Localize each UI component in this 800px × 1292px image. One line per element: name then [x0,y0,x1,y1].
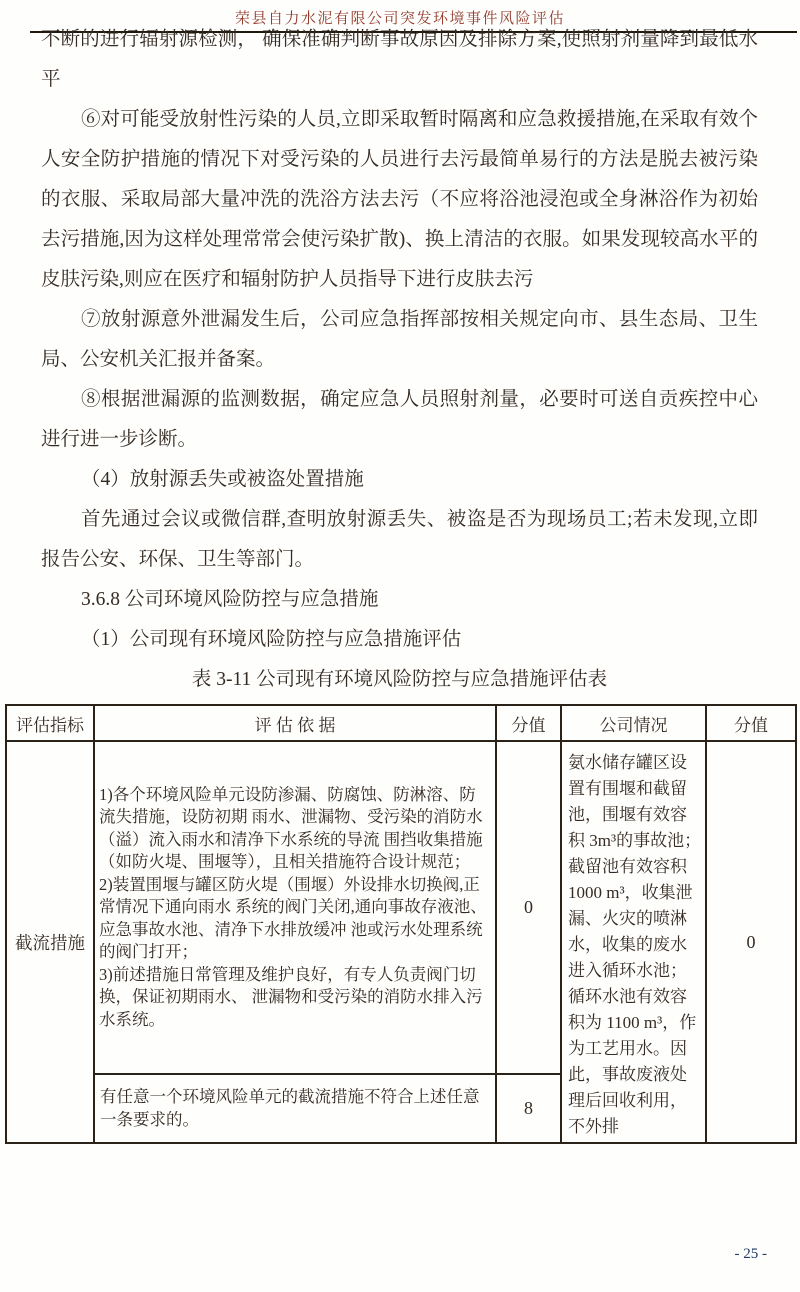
paragraph-item-6: ⑥对可能受放射性污染的人员,立即采取暂时隔离和应急救援措施,在采取有效个人安全防护措施的情况下对受污染的人员进行去污最简单易行的方法是脱去被污染的衣服、采取局部大量冲洗的洗浴方法去污（不应将浴池浸泡或全身淋浴作为初始去污措施,因为这样处理常常会使污染扩散)、换上清洁的衣服。如果发现较高水平的皮肤污染,则应在医疗和辐射防护人员指导下进行皮肤去污 [41,109,758,290]
criteria-cell [94,741,496,1074]
table-header-row [6,705,796,741]
criteria-item-1: 1)各个环境风险单元设防渗漏、防腐蚀、防淋溶、防流失措施，设防初期 雨水、泄漏物、受污染的消防水（溢）流入雨水和清净下水系统的导流 围挡收集措施（如防火堤、围堰等），且相关措施符合设计规范； [99,784,483,872]
fail-criteria-cell: 有任意一个环境风险单元的截流措施不符合上述任意一条要求的。 [94,1074,496,1143]
paragraph-item-7: ⑦放射源意外泄漏发生后，公司应急指挥部按相关规定向市、县生态局、卫生局、公安机关汇报并备案。 [41,309,758,370]
criteria-score-cell: 0 [496,741,561,1074]
indicator-cell: 截流措施 [6,741,94,1143]
table-row-main [6,741,796,1074]
subheading-measure-4: （4）放射源丢失或被盗处置措施 [80,469,364,490]
fail-score-cell: 8 [496,1074,561,1143]
page-header-title: 荣县自力水泥有限公司突发环境事件风险评估 [234,11,565,27]
criteria-item-3: 3)前述措施日常管理及维护良好，有专人负责阀门切换，保证初期雨水、 泄漏物和受污染的消防水排入污水系统。 [99,964,483,1029]
header-cell-indicator: 评估指标 [6,705,94,741]
paragraph-continuation: 不断的进行辐射源检测， 确保准确判断事故原因及排除方案,使照射剂量降到最低水平 [41,29,758,90]
header-cell-score: 分值 [496,705,561,741]
subsection-heading-1: （1）公司现有环境风险防控与应急措施评估 [80,629,462,650]
header-cell-company: 公司情况 [561,705,706,741]
paragraph-lost-source: 首先通过会议或微信群,查明放射源丢失、被盗是否为现场员工;若未发现,立即报告公安、环保、卫生等部门。 [41,509,758,570]
header-cell-score-2: 分值 [706,705,796,741]
page-number: - 25 - [734,1246,767,1262]
header-cell-criteria: 评 估 依 据 [94,705,496,741]
company-score-cell: 0 [706,741,796,1143]
body-content [41,20,758,700]
section-heading-3-6-8: 3.6.8 公司环境风险防控与应急措施 [80,589,379,610]
paragraph-item-8: ⑧根据泄漏源的监测数据，确定应急人员照射剂量，必要时可送自贡疾控中心进行进一步诊断。 [41,389,758,450]
company-situation-cell: 氨水储存罐区设置有围堰和截留池，围堰有效容积 3m³的事故池；截留池有效容积 1000 m³，收集泄漏、火灾的喷淋水，收集的废水进入循环水池；循环水池有效容积为 1100 m³，作为工艺用水。因此，事故废液处理后回收利用，不外排 [561,741,706,1143]
risk-measure-evaluation-table [5,704,797,1144]
table-caption: 表 3-11 公司现有环境风险防控与应急措施评估表 [191,669,608,690]
criteria-item-2: 2)装置围堰与罐区防火堤（围堰）外设排水切换阀,正常情况下通向雨水 系统的阀门关闭,通向事故存液池、应急事故水池、清净下水排放缓冲 池或污水处理系统的阀门打开； [99,874,487,962]
